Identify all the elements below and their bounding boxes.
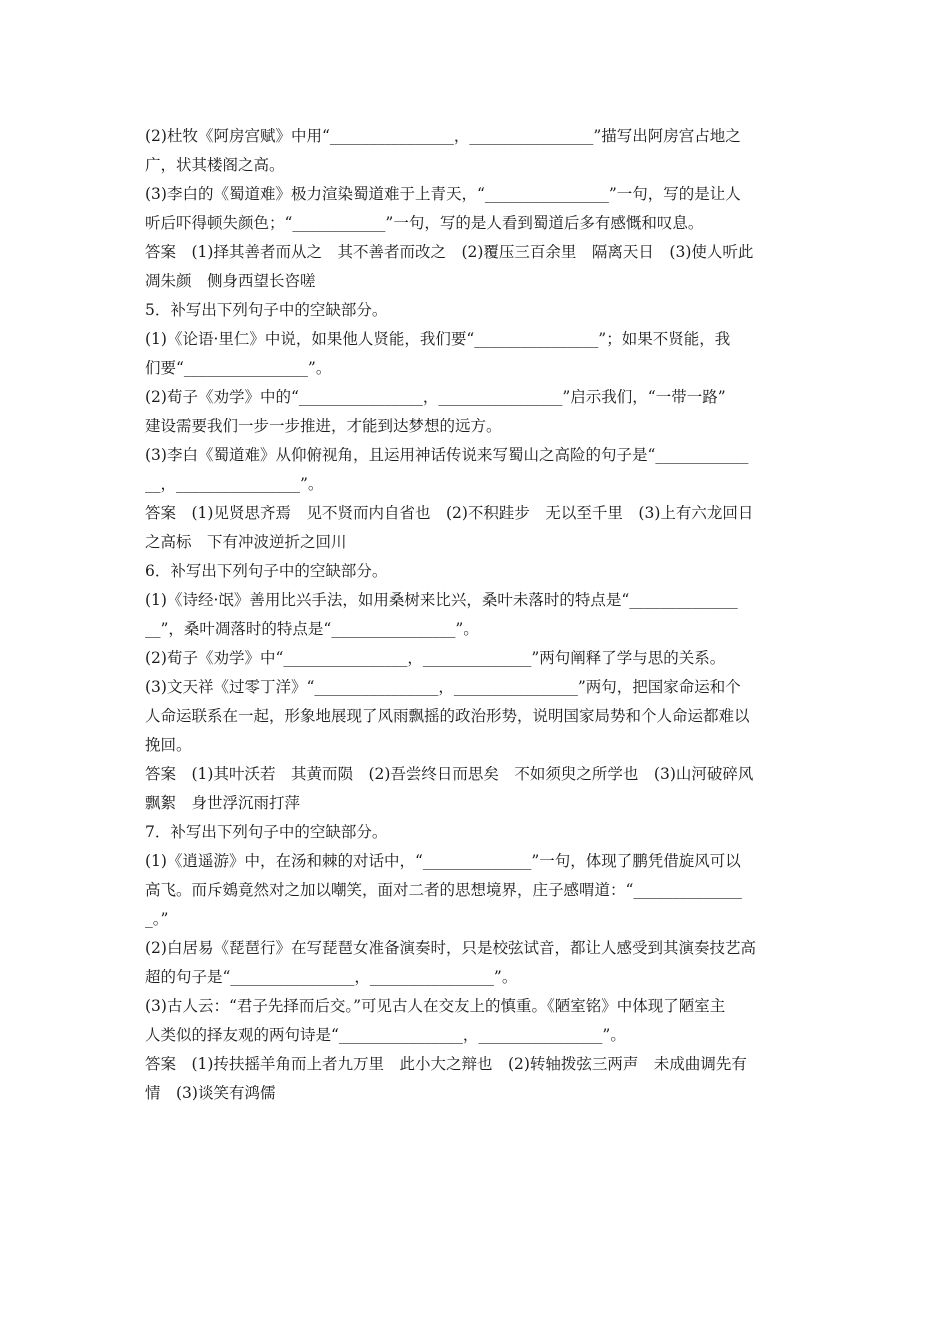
text-line: 超的句子是“________________，________________”。 [145,968,518,986]
answer-line: 答案 (1)择其善者而从之 其不善者而改之 (2)覆压三百余里 隔离天日 (3)使人听此 [145,243,754,261]
text-line: (1)《逍遥游》中，在汤和棘的对话中，“______________”一句，体现了鹏凭借旋风可以 [145,852,741,870]
answer-line: 凋朱颜 侧身西望长咨嗟 [145,272,316,290]
question-heading: 7．补写出下列句子中的空缺部分。 [145,823,388,841]
text-line: _。” [145,910,169,928]
text-line: (2)杜牧《阿房宫赋》中用“________________，________________”描写出阿房宫占地之 [145,127,741,145]
answer-line: 之高标 下有冲波逆折之回川 [145,533,347,551]
text-line: 挽回。 [145,736,192,754]
text-line: (3)文天祥《过零丁洋》“________________，________________”两句，把国家命运和个 [145,678,741,696]
text-line: (2)荀子《劝学》中“________________，______________”两句阐释了学与思的关系。 [145,649,726,667]
answer-line: 飘絮 身世浮沉雨打萍 [145,794,301,812]
text-line: (3)李白的《蜀道难》极力渲染蜀道难于上青天，“________________”一句，写的是让人 [145,185,741,203]
text-line: 建设需要我们一步一步推进，才能到达梦想的远方。 [145,417,502,435]
text-line: 听后吓得顿失颜色；“____________”一句，写的是人看到蜀道后多有感慨和叹息。 [145,214,704,232]
text-line: (1)《诗经·氓》善用比兴手法，如用桑树来比兴，桑叶未落时的特点是“______________ [145,591,738,609]
text-line: 高飞。而斥鴳竟然对之加以嘲笑，面对二者的思想境界，庄子感喟道：“______________ [145,881,742,899]
text-line: __，________________”。 [145,475,324,493]
text-line: 广，状其楼阁之高。 [145,156,285,174]
text-line: (3)李白《蜀道难》从仰俯视角，且运用神话传说来写蜀山之高险的句子是“____________ [145,446,749,464]
text-line: (3)古人云：“君子先择而后交。”可见古人在交友上的慎重。《陋室铭》中体现了陋室主 [145,997,726,1015]
text-line: (2)白居易《琵琶行》在写琵琶女准备演奏时，只是校弦试音，都让人感受到其演奏技艺高 [145,939,756,957]
answer-line: 答案 (1)其叶沃若 其黄而陨 (2)吾尝终日而思矣 不如须臾之所学也 (3)山河破碎风 [145,765,754,783]
text-line: __”，桑叶凋落时的特点是“________________”。 [145,620,479,638]
question-heading: 6．补写出下列句子中的空缺部分。 [145,562,388,580]
question-heading: 5．补写出下列句子中的空缺部分。 [145,301,388,319]
text-line: 们要“________________”。 [145,359,332,377]
document-page [145,122,810,1108]
text-line: (1)《论语·里仁》中说，如果他人贤能，我们要“________________”；如果不贤能，我 [145,330,731,348]
text-line: 人命运联系在一起，形象地展现了风雨飘摇的政治形势，说明国家局势和个人命运都难以 [145,707,750,725]
answer-line: 答案 (1)见贤思齐焉 见不贤而内自省也 (2)不积跬步 无以至千里 (3)上有六龙回日 [145,504,754,522]
text-line: 人类似的择友观的两句诗是“________________，________________”。 [145,1026,626,1044]
answer-line: 情 (3)谈笑有鸿儒 [145,1084,276,1102]
answer-line: 答案 (1)抟扶摇羊角而上者九万里 此小大之辩也 (2)转轴拨弦三两声 未成曲调先有 [145,1055,747,1073]
text-line: (2)荀子《劝学》中的“________________，________________”启示我们，“一带一路” [145,388,726,406]
